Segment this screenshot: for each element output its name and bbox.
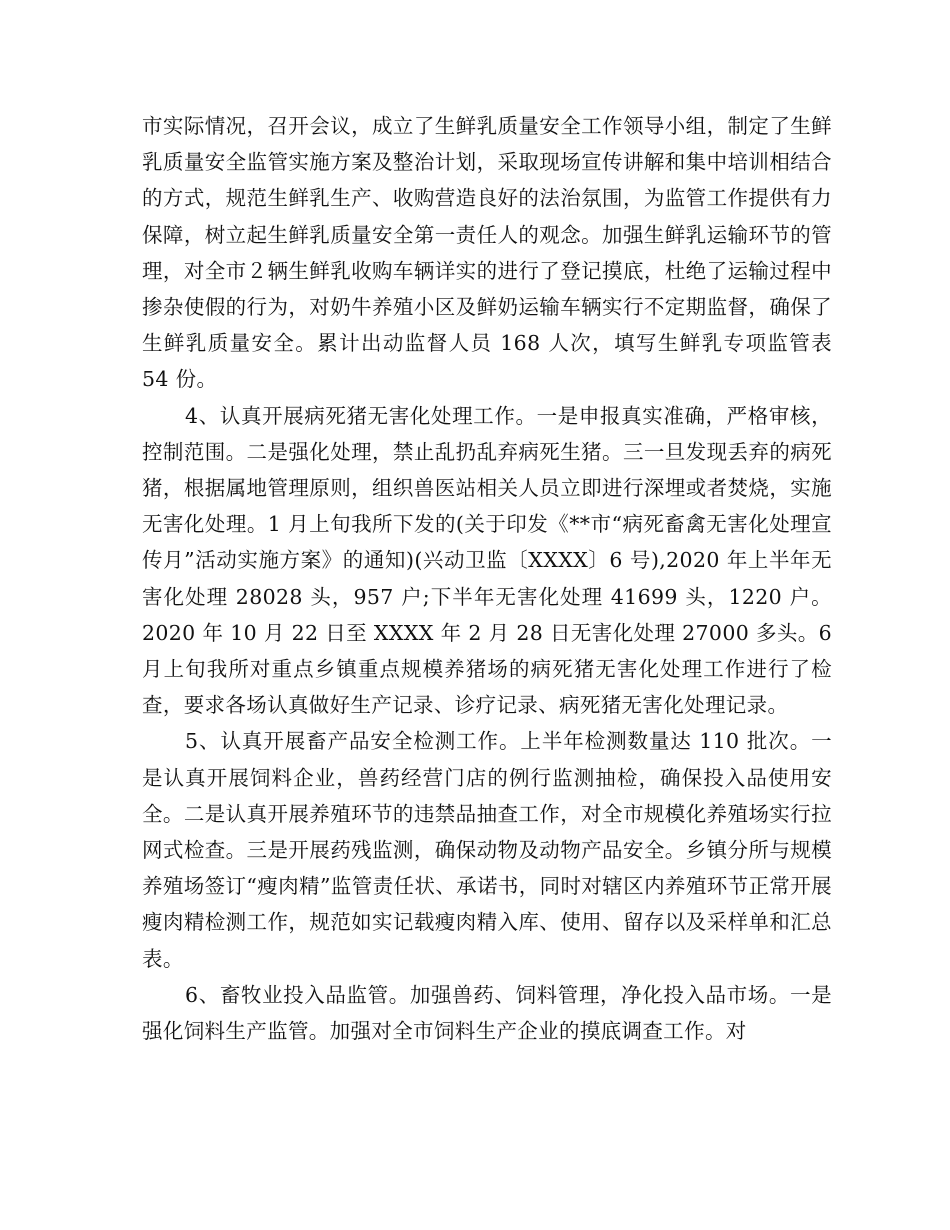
paragraph-item-6: 6、畜牧业投入品监管。加强兽药、饲料管理，净化投入品市场。一是强化饲料生产监管。加强对全市饲料生产企业的摸底调查工作。对: [142, 982, 832, 1044]
paragraph-continuation: 市实际情况，召开会议，成立了生鲜乳质量安全工作领导小组，制定了生鲜乳质量安全监管实施方案及整治计划，采取现场宣传讲解和集中培训相结合的方式，规范生鲜乳生产、收购营造良好的法治氛围，为监管工作提供有力保障，树立起生鲜乳质量安全第一责任人的观念。加强生鲜乳运输环节的管理，对全市２辆生鲜乳收购车辆详实的进行了登记摸底，杜绝了运输过程中掺杂使假的行为，对奶牛养殖小区及鲜奶运输车辆实行不定期监督，确保了生鲜乳质量安全。累计出动监督人员 168 人次，填写生鲜乳专项监管表 54 份。: [142, 114, 832, 392]
paragraph-item-5: 5、认真开展畜产品安全检测工作。上半年检测数量达 110 批次。一是认真开展饲料企业，兽药经营门店的例行监测抽检，确保投入品使用安全。二是认真开展养殖环节的违禁品抽查工作，对全市规模化养殖场实行拉网式检查。三是开展药残监测，确保动物及动物产品安全。乡镇分所与规模养殖场签订“瘦肉精”监管责任状、承诺书，同时对辖区内养殖环节正常开展瘦肉精检测工作，规范如实记载瘦肉精入库、使用、留存以及采样单和汇总表。: [142, 729, 832, 971]
paragraph-item-4: 4、认真开展病死猪无害化处理工作。一是申报真实准确，严格审核，控制范围。二是强化处理，禁止乱扔乱弃病死生猪。三一旦发现丢弃的病死猪，根据属地管理原则，组织兽医站相关人员立即进行深埋或者焚烧，实施无害化处理。1 月上旬我所下发的(关于印发《**市“病死畜禽无害化处理宣传月”活动实施方案》的通知)(兴动卫监〔XXXX〕6 号),2020 年上半年无害化处理 28028 头，957 户;下半年无害化处理 41699 头，1220 户。2020 年 10 月 22 日至 XXXX 年 2 月 28 日无害化处理 27000 多头。6 月上旬我所对重点乡镇重点规模养猪场的病死猪无害化处理工作进行了检查，要求各场认真做好生产记录、诊疗记录、病死猪无害化处理记录。: [142, 403, 832, 718]
document-body: [142, 108, 832, 1049]
